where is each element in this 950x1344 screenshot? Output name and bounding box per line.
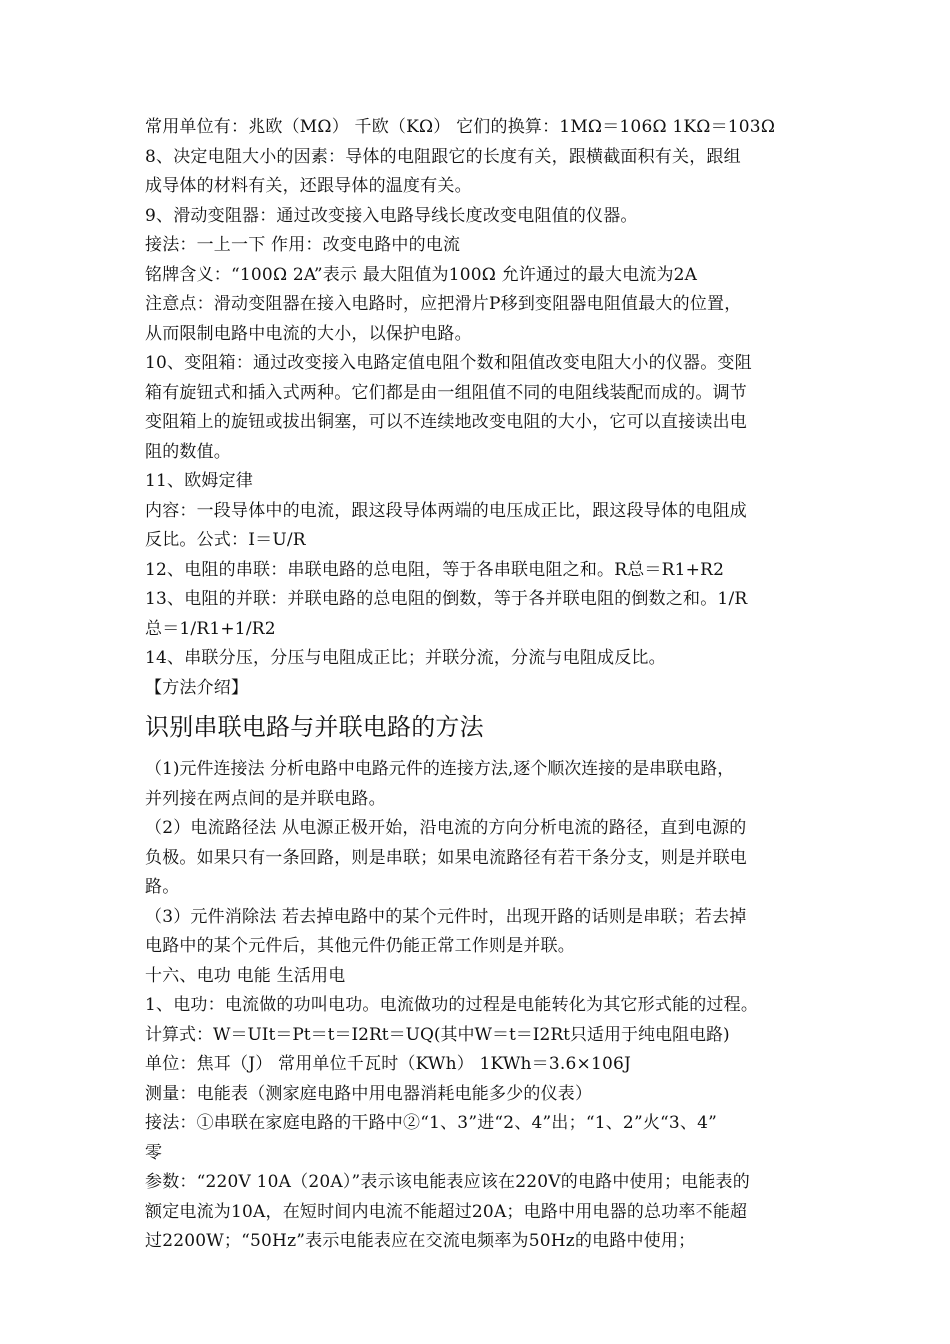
section-label: 【方法介绍】: [145, 677, 249, 698]
text-line: 参数：“220V 10A（20A）”表示该电能表应该在220V的电路中使用；电能表的: [145, 1172, 750, 1192]
text-line: 反比。公式：I＝U/R: [145, 530, 306, 550]
text-line: 13、电阻的并联：并联电路的总电阻的倒数，等于各并联电阻的倒数之和。1/R: [145, 589, 748, 609]
text-line: 计算式：W＝UIt＝Pt＝t＝I2Rt＝UQ(其中W＝t＝I2Rt只适用于纯电阻电路): [145, 1024, 730, 1045]
text-line: 额定电流为10A，在短时间内电流不能超过20A；电路中用电器的总功率不能超: [145, 1201, 748, 1222]
text-line: 12、电阻的串联：串联电路的总电阻，等于各串联电阻之和。R总＝R1+R2: [145, 559, 725, 580]
text-line: 成导体的材料有关，还跟导体的温度有关。: [145, 176, 472, 196]
text-line: 常用单位有：兆欧（MΩ） 千欧（KΩ） 它们的换算：1MΩ＝106Ω 1KΩ＝103Ω: [145, 117, 776, 137]
text-line: 变阻箱上的旋钮或拔出铜塞，可以不连续地改变电阻的大小，它可以直接读出电: [145, 412, 747, 432]
text-line: 1、电功：电流做的功叫电功。电流做功的过程是电能转化为其它形式能的过程。: [145, 995, 759, 1015]
document-page: [145, 113, 810, 1257]
text-line: （3）元件消除法 若去掉电路中的某个元件时，出现开路的话则是串联；若去掉: [145, 906, 747, 927]
text-line: 10、变阻箱：通过改变接入电路定值电阻个数和阻值改变电阻大小的仪器。变阻: [145, 353, 752, 373]
text-line: 过2200W；“50Hz”表示电能表应在交流电频率为50Hz的电路中使用；: [145, 1231, 696, 1251]
text-line: 零: [145, 1142, 163, 1163]
text-line: （1)元件连接法 分析电路中电路元件的连接方法,逐个顺次连接的是串联电路，: [145, 759, 735, 779]
text-line: 内容：一段导体中的电流，跟这段导体两端的电压成正比，跟这段导体的电阻成: [145, 500, 747, 521]
text-line: 9、滑动变阻器：通过改变接入电路导线长度改变电阻值的仪器。: [145, 205, 638, 226]
text-line: 接法：①串联在家庭电路的干路中②“1、3”进“2、4”出；“1、2”火“3、4”: [145, 1113, 718, 1133]
text-line: 注意点：滑动变阻器在接入电路时，应把滑片P移到变阻器电阻值最大的位置，: [145, 294, 742, 314]
text-line: 总＝1/R1+1/R2: [145, 618, 276, 639]
text-line: 铭牌含义：“100Ω 2A”表示 最大阻值为100Ω 允许通过的最大电流为2A: [145, 264, 698, 285]
text-line: （2）电流路径法 从电源正极开始，沿电流的方向分析电流的路径，直到电源的: [145, 818, 747, 838]
text-line: 十六、电功 电能 生活用电: [145, 965, 346, 986]
text-line: 11、欧姆定律: [145, 471, 254, 491]
text-line: 并列接在两点间的是并联电路。: [145, 788, 386, 809]
text-line: 阻的数值。: [145, 441, 231, 462]
text-line: 负极。如果只有一条回路，则是串联；如果电流路径有若干条分支，则是并联电: [145, 847, 747, 868]
text-line: 14、串联分压，分压与电阻成正比；并联分流，分流与电阻成反比。: [145, 648, 666, 668]
text-line: 路。: [145, 877, 180, 897]
text-line: 电路中的某个元件后，其他元件仍能正常工作则是并联。: [145, 936, 575, 956]
text-line: 从而限制电路中电流的大小，以保护电路。: [145, 323, 472, 344]
text-line: 8、决定电阻大小的因素：导体的电阻跟它的长度有关，跟横截面积有关，跟组: [145, 146, 741, 167]
text-line: 测量：电能表（测家庭电路中用电器消耗电能多少的仪表）: [145, 1083, 593, 1104]
text-line: 单位：焦耳（J） 常用单位千瓦时（KWh） 1KWh＝3.6×106J: [145, 1054, 632, 1074]
section-heading: 识别串联电路与并联电路的方法: [145, 713, 484, 741]
text-line: 接法：一上一下 作用：改变电路中的电流: [145, 235, 461, 255]
text-line: 箱有旋钮式和插入式两种。它们都是由一组阻值不同的电阻线装配而成的。调节: [145, 382, 747, 403]
